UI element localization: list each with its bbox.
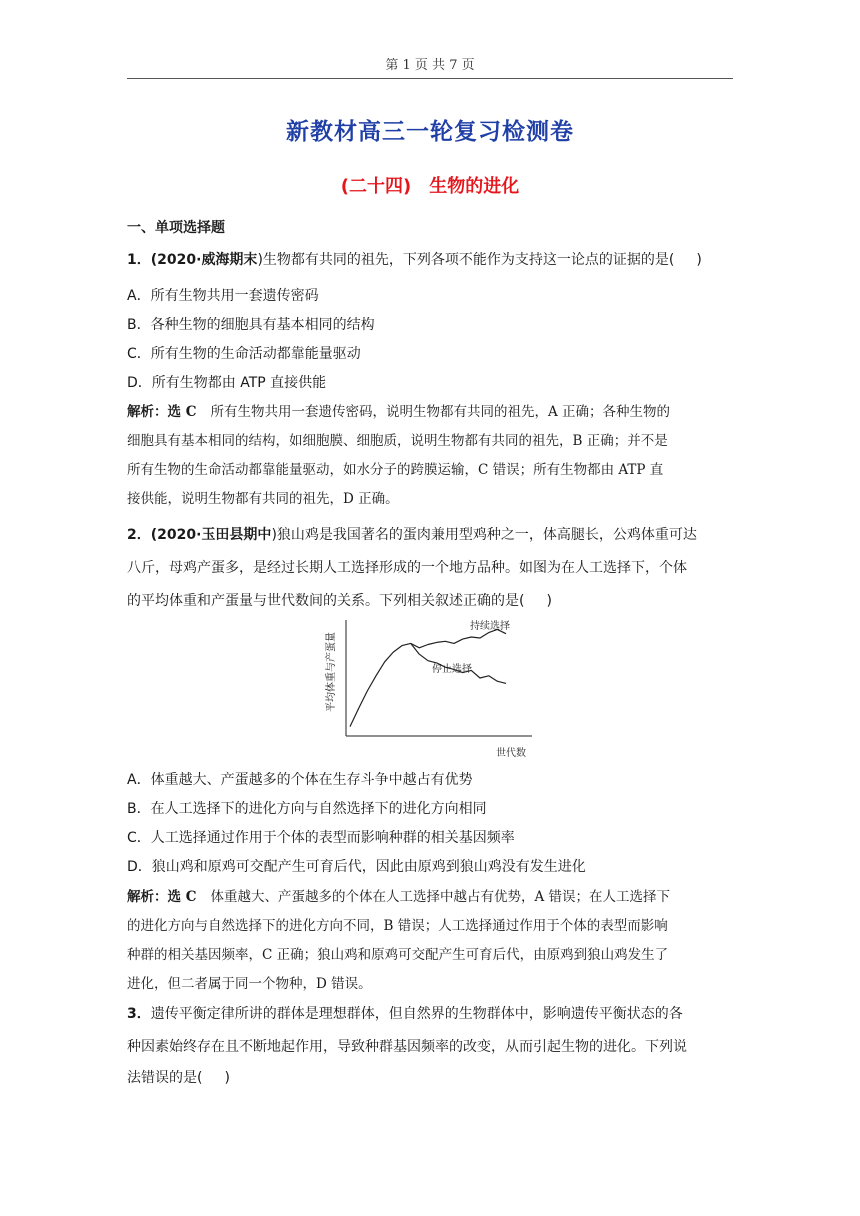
question-source-close: ) <box>271 527 277 543</box>
question-3-stem <box>127 1004 737 1024</box>
question-text: 狼山鸡是我国著名的蛋肉兼用型鸡种之一，体高腿长，公鸡体重可达 <box>276 527 697 543</box>
q1-option-c: C．所有生物的生命活动都靠能量驱动 <box>127 346 361 362</box>
question-source-open: (2020· <box>150 252 202 268</box>
section-heading: 一、单项选择题 <box>127 220 225 236</box>
x-axis-label: 世代数 <box>496 748 526 759</box>
question-source-close: ) <box>257 252 263 268</box>
series-label-stopped: 停止选择 <box>432 664 472 675</box>
q2-analysis-line-2: 的进化方向与自然选择下的进化方向不同，B 错误；人工选择通过作用于个体的表型而影响 <box>127 918 668 934</box>
q3-stem-line-3 <box>127 1068 737 1088</box>
q2-option-d: D．狼山鸡和原鸡可交配产生可育后代，因此由原鸡到狼山鸡没有发生进化 <box>127 859 586 875</box>
series-layer <box>350 629 506 726</box>
q1-analysis-line-1 <box>127 402 737 422</box>
q2-analysis-line-3: 种群的相关基因频率，C 正确；狼山鸡和原鸡可交配产生可育后代，由原鸡到狼山鸡发生了 <box>127 947 669 963</box>
q1-option-a: A．所有生物共用一套遗传密码 <box>127 288 319 304</box>
q1-analysis-line-3: 所有生物的生命活动都靠能量驱动，如水分子的跨膜运输，C 错误；所有生物都由 ATP 直 <box>127 462 664 478</box>
analysis-text: 体重越大、产蛋越多的个体在人工选择中越占有优势，A 错误；在人工选择下 <box>210 889 670 905</box>
q2-analysis-line-1 <box>127 887 737 907</box>
series-label-continued: 持续选择 <box>470 621 510 632</box>
q1-option-b: B．各种生物的细胞具有基本相同的结构 <box>127 317 375 333</box>
subtitle-topic: 生物的进化 <box>429 176 520 197</box>
q1-analysis-line-4: 接供能，说明生物都有共同的祖先，D 正确。 <box>127 491 399 507</box>
question-text: 法错误的是( <box>127 1070 203 1086</box>
q2-stem-line-2: 八斤，母鸡产蛋多，是经过长期人工选择形成的一个地方品种。如图为在人工选择下，个体 <box>127 560 687 576</box>
page-header <box>127 58 733 79</box>
analysis-label: 解析： <box>127 889 168 905</box>
subtitle-number: (二十四) <box>340 176 412 197</box>
question-text: 生物都有共同的祖先，下列各项不能作为支持这一论点的证据的是( <box>262 252 675 268</box>
generation-chart <box>320 612 540 762</box>
y-axis-label: 平均体重与产蛋量 <box>326 632 337 712</box>
question-number: 3． <box>127 1006 151 1022</box>
analysis-choice: 选 C <box>167 889 197 905</box>
question-text: 的平均体重和产蛋量与世代数间的关系。下列相关叙述正确的是( <box>127 593 525 609</box>
question-text: 遗传平衡定律所讲的群体是理想群体，但自然界的生物群体中，影响遗传平衡状态的各 <box>150 1006 683 1022</box>
q2-option-b: B．在人工选择下的进化方向与自然选择下的进化方向相同 <box>127 801 487 817</box>
chart-svg <box>320 612 540 762</box>
analysis-text: 所有生物共用一套遗传密码，说明生物都有共同的祖先，A 正确；各种生物的 <box>210 404 670 420</box>
page-number: 第 1 页 共 7 页 <box>385 58 475 73</box>
question-2-stem <box>127 525 737 545</box>
question-1-stem <box>127 250 737 270</box>
question-source: 玉田县期中 <box>201 527 272 543</box>
page-subtitle <box>127 172 733 198</box>
analysis-label: 解析： <box>127 404 168 420</box>
q2-stem-line-3 <box>127 591 737 611</box>
analysis-choice: 选 C <box>167 404 197 420</box>
q2-analysis-line-4: 进化，但二者属于同一个物种，D 错误。 <box>127 976 372 992</box>
q3-stem-line-2: 种因素始终存在且不断地起作用，导致种群基因频率的改变，从而引起生物的进化。下列说 <box>127 1039 687 1055</box>
q2-option-a: A．体重越大、产蛋越多的个体在生存斗争中越占有优势 <box>127 772 473 788</box>
series-line-continued <box>350 629 506 726</box>
page-title: 新教材高三一轮复习检测卷 <box>286 119 574 145</box>
question-close-paren: ) <box>696 252 702 268</box>
question-close-paren: ) <box>546 593 552 609</box>
question-number: 2． <box>127 527 151 543</box>
question-number: 1． <box>127 252 151 268</box>
question-source: 威海期末 <box>201 252 258 268</box>
q2-option-c: C．人工选择通过作用于个体的表型而影响种群的相关基因频率 <box>127 830 515 846</box>
question-source-open: (2020· <box>150 527 202 543</box>
question-close-paren: ) <box>224 1070 230 1086</box>
q1-option-d: D．所有生物都由 ATP 直接供能 <box>127 375 327 391</box>
q1-analysis-line-2: 细胞具有基本相同的结构，如细胞膜、细胞质，说明生物都有共同的祖先，B 正确；并不是 <box>127 433 668 449</box>
